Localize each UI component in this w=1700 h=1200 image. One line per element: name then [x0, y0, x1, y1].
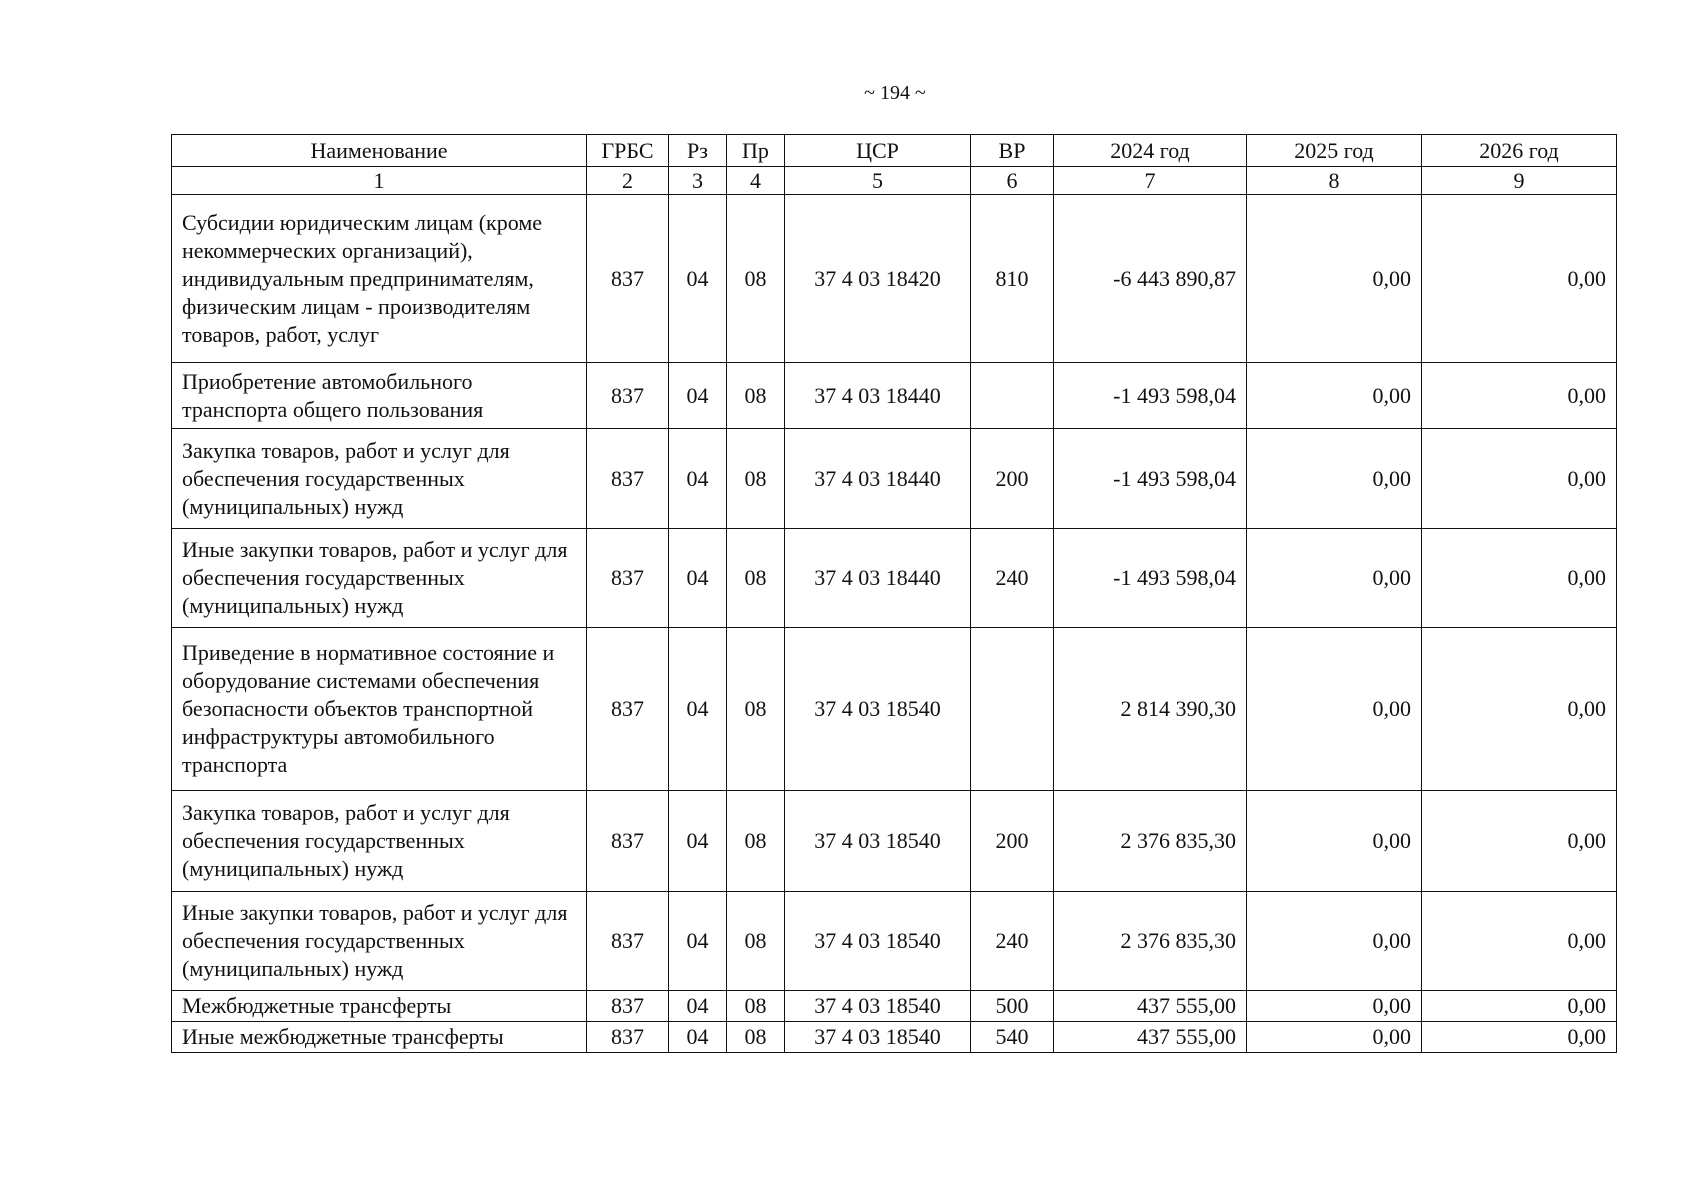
column-number: 2: [587, 167, 669, 195]
row-pr: 08: [727, 429, 785, 529]
row-vr: [971, 628, 1054, 791]
row-grbs: 837: [587, 628, 669, 791]
header-csr: ЦСР: [785, 135, 971, 167]
row-csr: 37 4 03 18440: [785, 529, 971, 628]
row-2025: 0,00: [1247, 363, 1422, 429]
table-row: [172, 363, 1617, 429]
row-csr: 37 4 03 18440: [785, 363, 971, 429]
row-2026: 0,00: [1422, 195, 1617, 363]
row-pr: 08: [727, 991, 785, 1022]
row-csr: 37 4 03 18540: [785, 892, 971, 991]
row-vr: 200: [971, 791, 1054, 892]
table-row: [172, 791, 1617, 892]
row-name: Иные закупки товаров, работ и услуг для обеспечения государственных (муниципальных) нужд: [172, 892, 587, 991]
row-pr: 08: [727, 529, 785, 628]
row-grbs: 837: [587, 429, 669, 529]
row-pr: 08: [727, 195, 785, 363]
row-name: Приведение в нормативное состояние и оборудование системами обеспечения безопасности объектов транспортной инфраструктуры автомобильного транспорта: [172, 628, 587, 791]
row-rz: 04: [669, 363, 727, 429]
table-row: [172, 628, 1617, 791]
header-2026: 2026 год: [1422, 135, 1617, 167]
row-2026: 0,00: [1422, 529, 1617, 628]
table-row: [172, 429, 1617, 529]
column-number-row: [172, 167, 1617, 195]
row-rz: 04: [669, 529, 727, 628]
row-csr: 37 4 03 18540: [785, 628, 971, 791]
row-name: Закупка товаров, работ и услуг для обеспечения государственных (муниципальных) нужд: [172, 791, 587, 892]
row-name: Иные закупки товаров, работ и услуг для обеспечения государственных (муниципальных) нужд: [172, 529, 587, 628]
table-row: [172, 195, 1617, 363]
row-vr: 500: [971, 991, 1054, 1022]
table-row: [172, 991, 1617, 1022]
row-2025: 0,00: [1247, 195, 1422, 363]
column-number: 3: [669, 167, 727, 195]
row-2024: 2 376 835,30: [1054, 791, 1247, 892]
column-number: 1: [172, 167, 587, 195]
row-grbs: 837: [587, 363, 669, 429]
row-2025: 0,00: [1247, 529, 1422, 628]
row-csr: 37 4 03 18540: [785, 991, 971, 1022]
row-vr: 200: [971, 429, 1054, 529]
row-2026: 0,00: [1422, 363, 1617, 429]
row-2026: 0,00: [1422, 791, 1617, 892]
table-row: [172, 1022, 1617, 1053]
row-2026: 0,00: [1422, 429, 1617, 529]
row-csr: 37 4 03 18540: [785, 791, 971, 892]
row-rz: 04: [669, 195, 727, 363]
row-rz: 04: [669, 429, 727, 529]
row-grbs: 837: [587, 791, 669, 892]
row-pr: 08: [727, 628, 785, 791]
header-rz: Рз: [669, 135, 727, 167]
row-rz: 04: [669, 1022, 727, 1053]
row-pr: 08: [727, 892, 785, 991]
budget-table: [171, 134, 1617, 1053]
row-rz: 04: [669, 791, 727, 892]
row-2026: 0,00: [1422, 1022, 1617, 1053]
column-number: 4: [727, 167, 785, 195]
row-name: Приобретение автомобильного транспорта общего пользования: [172, 363, 587, 429]
row-2024: 437 555,00: [1054, 991, 1247, 1022]
row-rz: 04: [669, 892, 727, 991]
row-2025: 0,00: [1247, 628, 1422, 791]
row-vr: 540: [971, 1022, 1054, 1053]
row-2025: 0,00: [1247, 991, 1422, 1022]
row-csr: 37 4 03 18420: [785, 195, 971, 363]
row-pr: 08: [727, 791, 785, 892]
row-2024: -1 493 598,04: [1054, 529, 1247, 628]
header-name: Наименование: [172, 135, 587, 167]
row-rz: 04: [669, 628, 727, 791]
row-vr: [971, 363, 1054, 429]
row-2024: -1 493 598,04: [1054, 363, 1247, 429]
column-number: 6: [971, 167, 1054, 195]
row-vr: 240: [971, 529, 1054, 628]
row-name: Закупка товаров, работ и услуг для обеспечения государственных (муниципальных) нужд: [172, 429, 587, 529]
row-name: Межбюджетные трансферты: [172, 991, 587, 1022]
row-name: Иные межбюджетные трансферты: [172, 1022, 587, 1053]
column-number: 8: [1247, 167, 1422, 195]
row-2026: 0,00: [1422, 991, 1617, 1022]
row-2025: 0,00: [1247, 429, 1422, 529]
header-pr: Пр: [727, 135, 785, 167]
header-2024: 2024 год: [1054, 135, 1247, 167]
row-csr: 37 4 03 18440: [785, 429, 971, 529]
row-2025: 0,00: [1247, 791, 1422, 892]
row-rz: 04: [669, 991, 727, 1022]
row-2026: 0,00: [1422, 892, 1617, 991]
row-2024: -6 443 890,87: [1054, 195, 1247, 363]
header-2025: 2025 год: [1247, 135, 1422, 167]
row-grbs: 837: [587, 529, 669, 628]
table-row: [172, 892, 1617, 991]
row-csr: 37 4 03 18540: [785, 1022, 971, 1053]
header-row: [172, 135, 1617, 167]
row-2025: 0,00: [1247, 1022, 1422, 1053]
row-grbs: 837: [587, 195, 669, 363]
row-grbs: 837: [587, 991, 669, 1022]
table-row: [172, 529, 1617, 628]
row-grbs: 837: [587, 892, 669, 991]
row-2026: 0,00: [1422, 628, 1617, 791]
row-pr: 08: [727, 1022, 785, 1053]
row-2024: -1 493 598,04: [1054, 429, 1247, 529]
column-number: 5: [785, 167, 971, 195]
row-2024: 437 555,00: [1054, 1022, 1247, 1053]
page-number: ~ 194 ~: [864, 82, 926, 104]
row-grbs: 837: [587, 1022, 669, 1053]
row-name: Субсидии юридическим лицам (кроме некоммерческих организаций), индивидуальным предпринимателям, физическим лицам - производителям товаров, работ, услуг: [172, 195, 587, 363]
column-number: 7: [1054, 167, 1247, 195]
header-grbs: ГРБС: [587, 135, 669, 167]
row-vr: 810: [971, 195, 1054, 363]
row-pr: 08: [727, 363, 785, 429]
column-number: 9: [1422, 167, 1617, 195]
row-2025: 0,00: [1247, 892, 1422, 991]
row-vr: 240: [971, 892, 1054, 991]
header-vr: ВР: [971, 135, 1054, 167]
row-2024: 2 814 390,30: [1054, 628, 1247, 791]
row-2024: 2 376 835,30: [1054, 892, 1247, 991]
